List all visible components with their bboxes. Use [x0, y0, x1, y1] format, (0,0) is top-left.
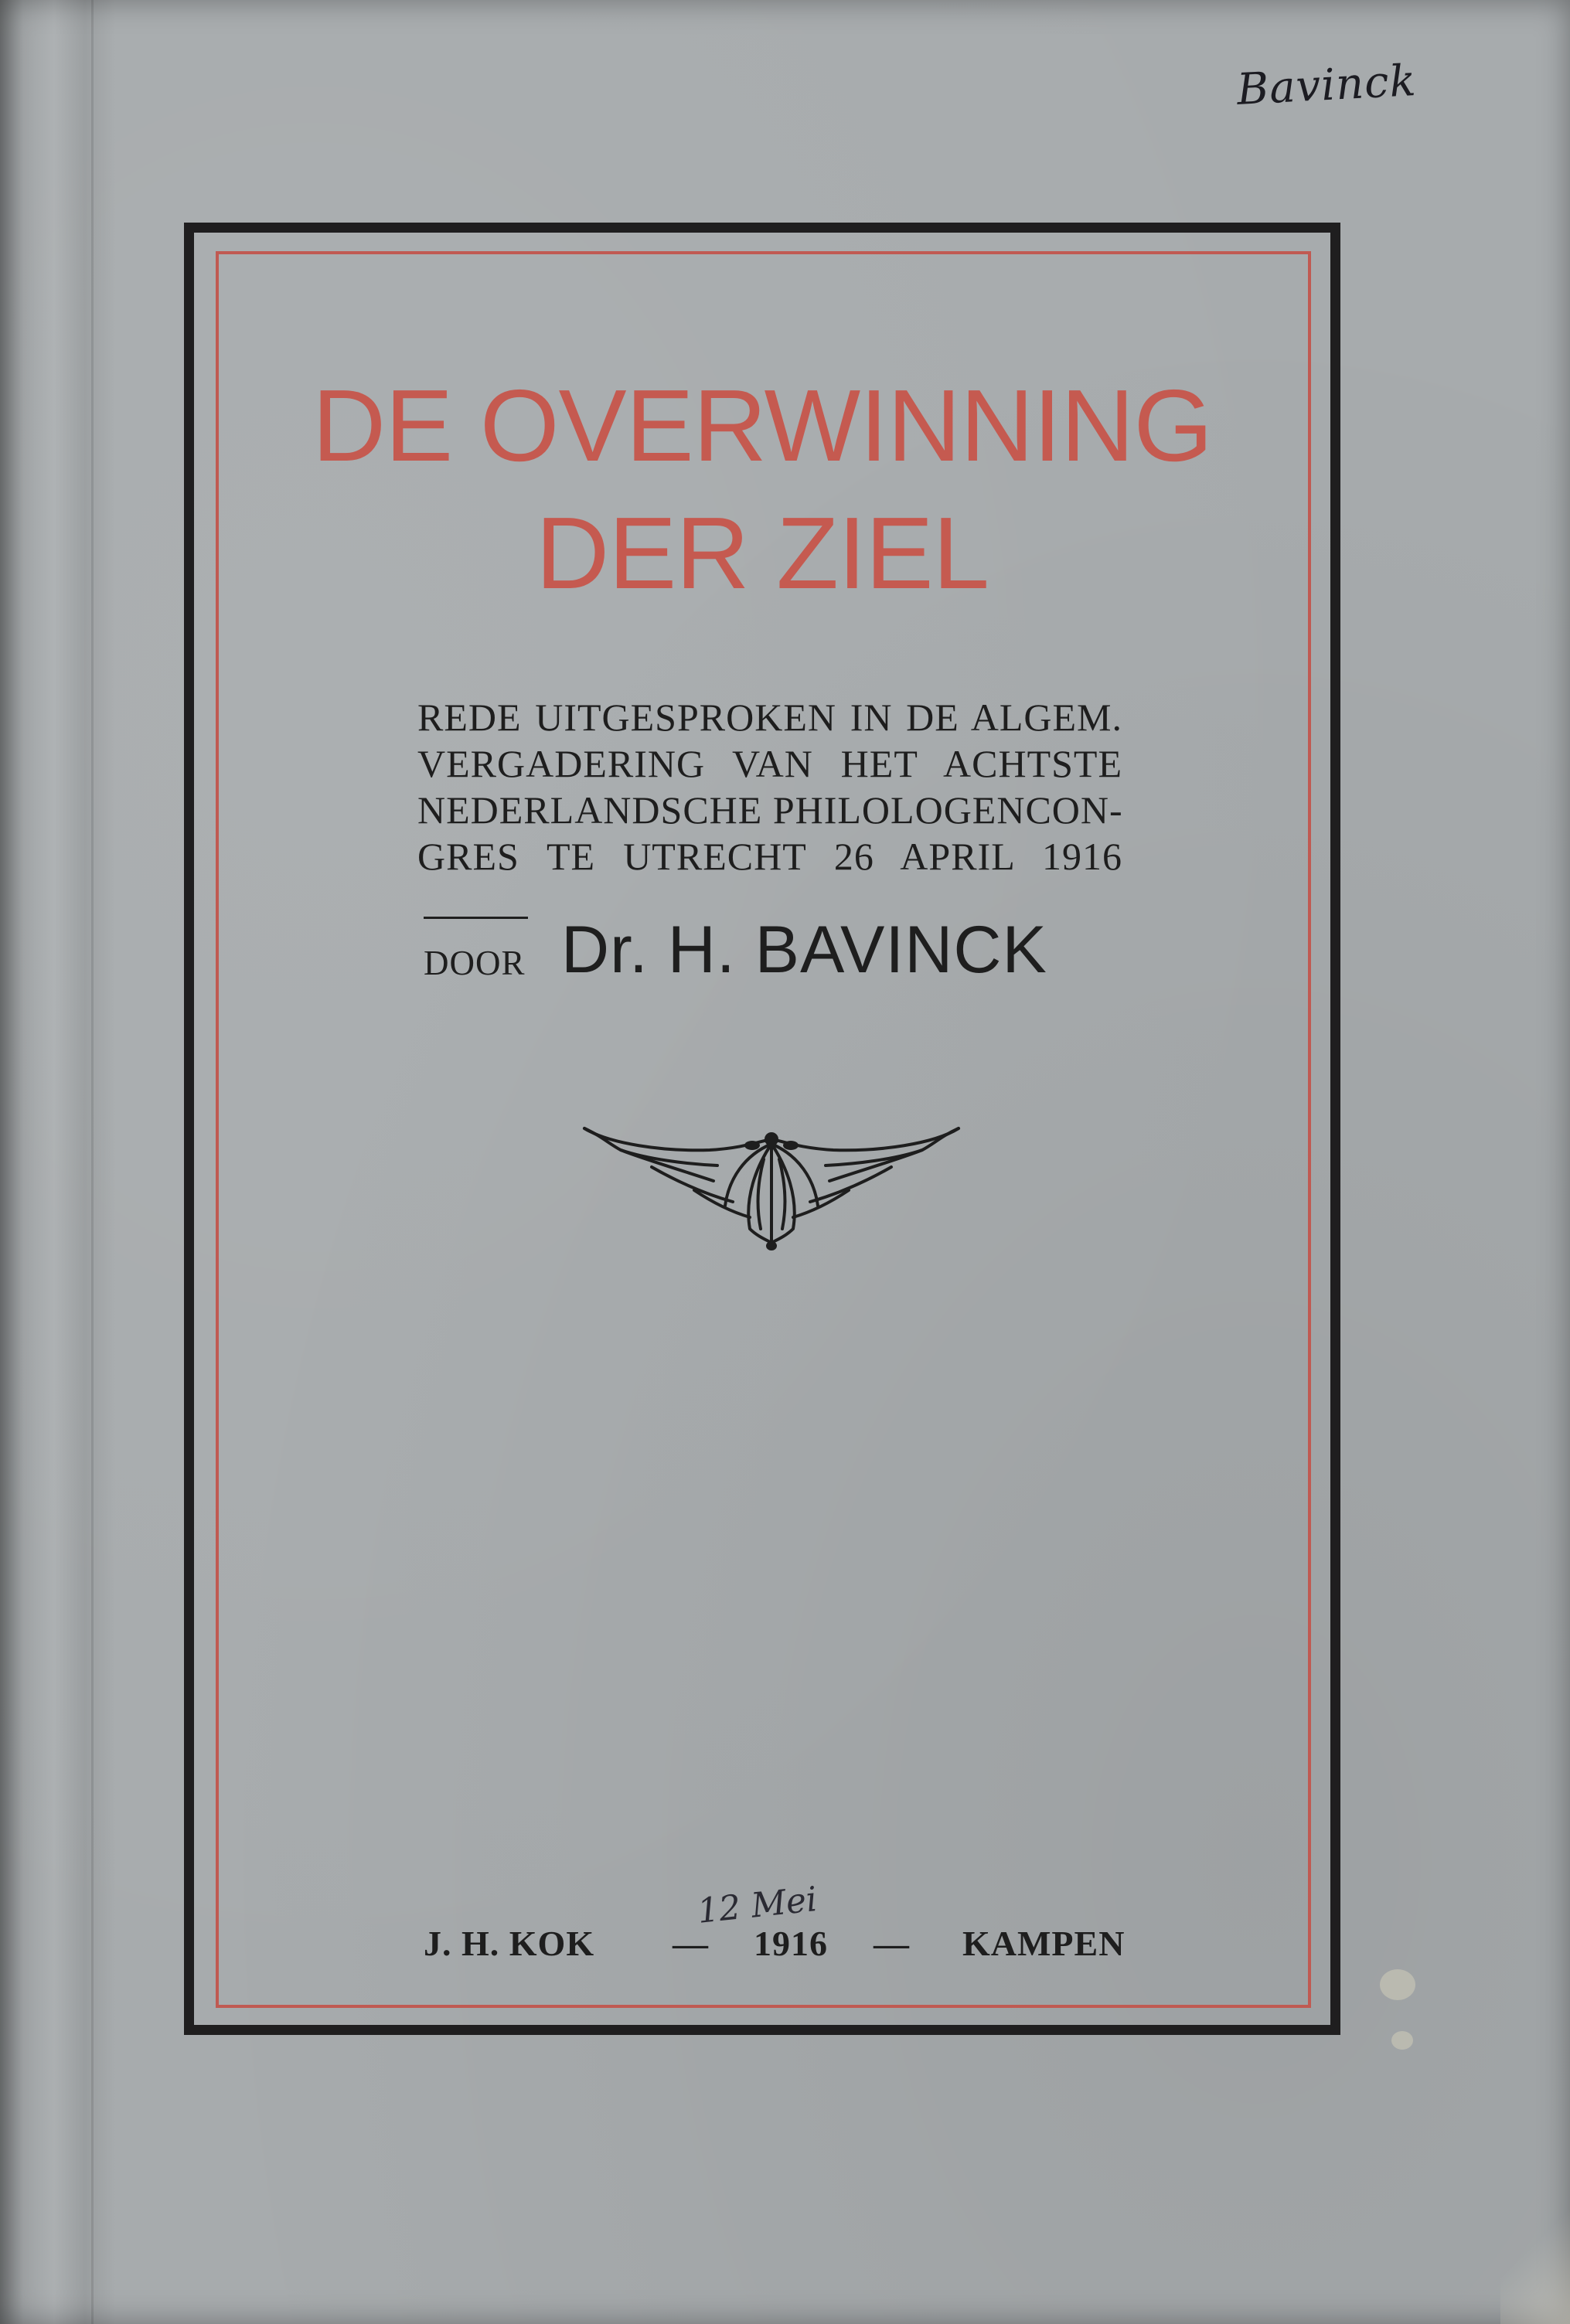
- publisher-name: J. H. KOK: [424, 1924, 595, 1963]
- separator-dash: —: [673, 1924, 709, 1963]
- subtitle-line: NEDERLANDSCHE PHILOLOGENCON-: [417, 788, 1123, 832]
- publication-place: KAMPEN: [962, 1924, 1126, 1963]
- title-line-1: DE OVERWINNING: [312, 369, 1213, 482]
- subtitle-line: GRES TE UTRECHT 26 APRIL 1916: [417, 835, 1122, 878]
- title-line-2: DER ZIEL: [535, 496, 989, 610]
- byline-prefix: DOOR: [424, 944, 526, 982]
- winged-ornament-icon: [578, 1113, 965, 1252]
- subtitle-block: [417, 694, 1122, 880]
- subtitle-line: REDE UITGESPROKEN IN DE ALGEM.: [417, 696, 1122, 739]
- handwritten-name: Bavinck: [1235, 55, 1418, 116]
- paper-stain: [1380, 1969, 1415, 2000]
- spine-shadow: [0, 0, 116, 2324]
- byline-rule: [424, 917, 528, 919]
- separator-dash: —: [874, 1924, 910, 1963]
- author-name: Dr. H. BAVINCK: [561, 913, 1047, 987]
- paper-stain: [1391, 2031, 1413, 2050]
- publication-year: 1916: [754, 1924, 828, 1963]
- subtitle-line: VERGADERING VAN HET ACHTSTE: [417, 742, 1122, 785]
- corner-wear: [1500, 2200, 1570, 2324]
- handwritten-date: 12 Mei: [695, 1880, 819, 1931]
- spine-crease: [91, 0, 94, 2324]
